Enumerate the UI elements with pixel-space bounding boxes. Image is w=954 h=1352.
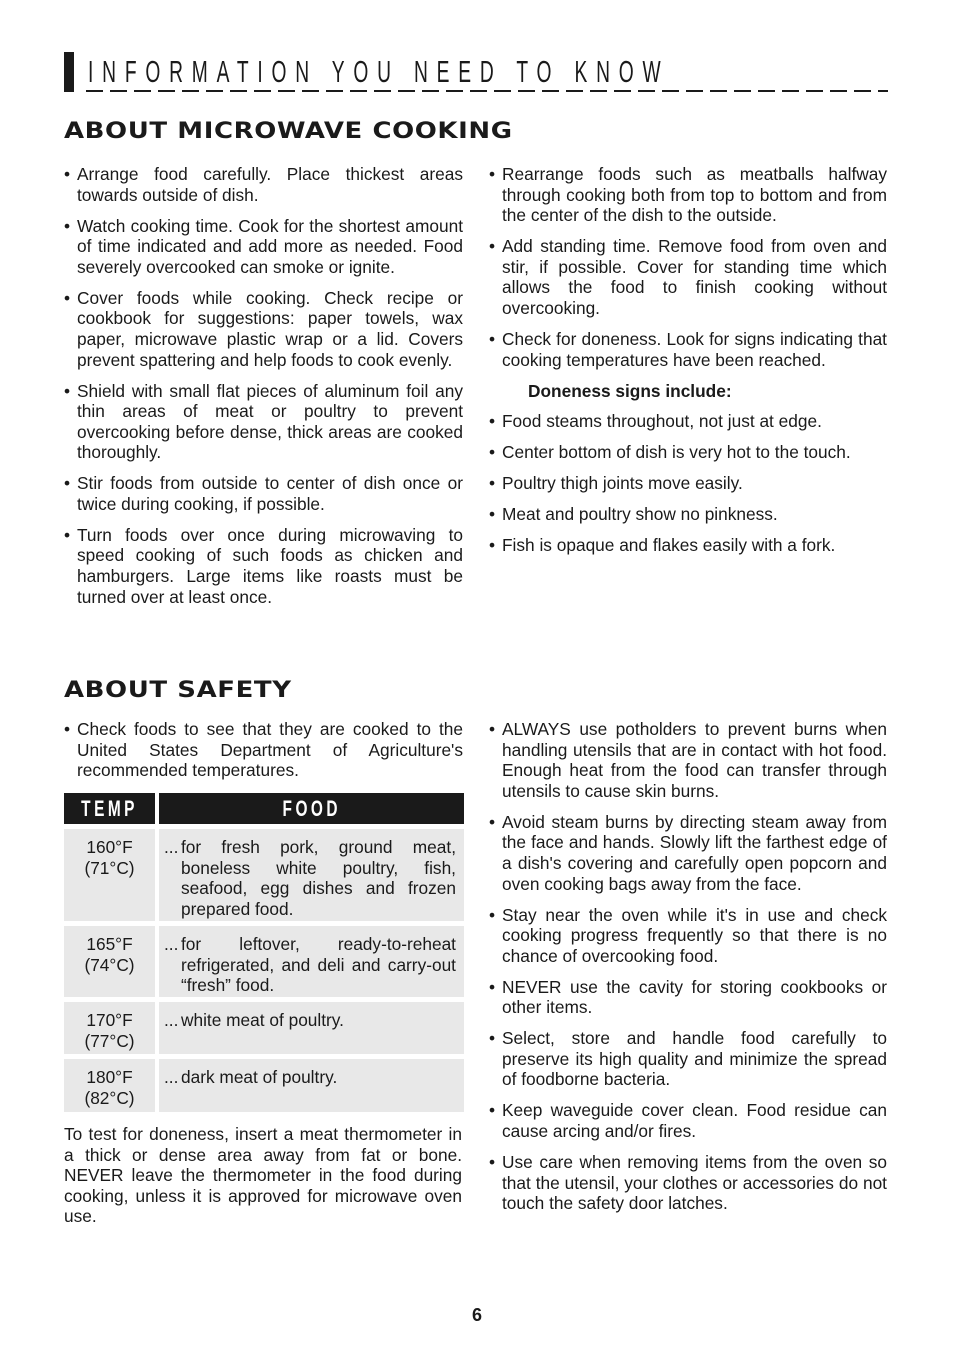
table-header <box>64 793 464 824</box>
temp-cell <box>64 829 155 921</box>
microwave-right-list <box>489 164 887 370</box>
list-item: • ALWAYS use potholders to prevent burns when handling utensils that are in contact with hot food. Enough heat from the food can transfer through utensils to cause skin burns. <box>489 719 887 801</box>
list-item: • Avoid steam burns by directing steam away from the face and hands. Slowly lift the farthest edge of a dish's covering and carefully open popcorn and oven cooking bags away from the face. <box>489 812 887 894</box>
temp-cell <box>64 926 155 997</box>
food-cell: ... dark meat of poultry. <box>159 1059 464 1112</box>
food-text: for leftover, ready-to-reheat refrigerated, and deli and carry-out “fresh” food. <box>181 934 456 996</box>
list-item: • NEVER use the cavity for storing cookbooks or other items. <box>489 977 887 1018</box>
page-header <box>64 52 888 94</box>
temp-celsius: (77°C) <box>84 1030 135 1051</box>
list-item: • Keep waveguide cover clean. Food residue can cause arcing and/or fires. <box>489 1100 887 1141</box>
temp-fahrenheit: 180°F <box>86 1067 133 1087</box>
doneness-list <box>489 411 887 556</box>
table-row <box>64 1059 464 1112</box>
list-item: • Shield with small flat pieces of aluminum foil any thin areas of meat or poultry to prevent overcooking before dense, thick areas are cooked thoroughly. <box>64 381 463 463</box>
list-item: • Center bottom of dish is very hot to the touch. <box>489 442 887 463</box>
food-text: white meat of poultry. <box>181 1010 344 1030</box>
header-bar <box>64 52 74 92</box>
safety-intro <box>64 719 463 791</box>
microwave-heading: ABOUT MICROWAVE COOKING <box>64 119 513 144</box>
list-item: • Rearrange foods such as meatballs halfway through cooking both from top to bottom and from the center of the dish to the outside. <box>489 164 887 226</box>
list-item: • Poultry thigh joints move easily. <box>489 473 887 494</box>
microwave-left-list <box>64 164 463 607</box>
page-number: 6 <box>471 1305 482 1325</box>
temp-cell <box>64 1002 155 1054</box>
temp-fahrenheit: 170°F <box>86 1010 133 1030</box>
food-cell: ... for fresh pork, ground meat, boneless white poultry, fish, seafood, egg dishes and frozen prepared food. <box>159 829 464 921</box>
header-dashed-rule <box>86 90 888 92</box>
list-item: • Turn foods over once during microwaving to speed cooking of such foods as chicken and hamburgers. Large items like roasts must be turned over at least once. <box>64 525 463 607</box>
temp-celsius: (82°C) <box>84 1087 135 1108</box>
safety-right-column <box>489 719 887 1224</box>
temp-fahrenheit: 165°F <box>86 934 133 954</box>
food-text: dark meat of poultry. <box>181 1067 338 1087</box>
list-item: • Food steams throughout, not just at edge. <box>489 411 887 432</box>
temperature-table <box>64 793 464 1112</box>
list-item: • Watch cooking time. Cook for the shortest amount of time indicated and add more as needed. Food severely overcooked can smoke or ignite. <box>64 216 463 278</box>
list-item: • Arrange food carefully. Place thickest areas towards outside of dish. <box>64 164 463 205</box>
list-item: • Select, store and handle food carefully to preserve its high quality and minimize the spread of foodborne bacteria. <box>489 1028 887 1090</box>
thermometer-note: To test for doneness, insert a meat thermometer in a thick or dense area away from fat or bone. NEVER leave the thermometer in the food during cooking, unless it is approved for microwave oven use. <box>64 1124 462 1227</box>
column-header-food: FOOD <box>159 793 464 824</box>
temp-cell <box>64 1059 155 1112</box>
safety-right-list <box>489 719 887 1214</box>
safety-intro-list <box>64 719 463 781</box>
food-text: for fresh pork, ground meat, boneless white poultry, fish, seafood, egg dishes and frozen prepared food. <box>181 837 456 919</box>
food-cell: ... white meat of poultry. <box>159 1002 464 1054</box>
list-item: • Fish is opaque and flakes easily with a fork. <box>489 535 887 556</box>
list-item: • Check foods to see that they are cooked to the United States Department of Agriculture's recommended temperatures. <box>64 719 463 781</box>
temp-fahrenheit: 160°F <box>86 837 133 857</box>
table-row <box>64 926 464 997</box>
doneness-heading: Doneness signs include: <box>528 380 732 401</box>
column-header-temp: TEMP <box>64 793 155 824</box>
food-cell: ... for leftover, ready-to-reheat refrigerated, and deli and carry-out “fresh” food. <box>159 926 464 997</box>
list-item: • Stir foods from outside to center of dish once or twice during cooking, if possible. <box>64 473 463 514</box>
table-row <box>64 829 464 921</box>
header-title: INFORMATION YOU NEED TO KNOW <box>88 54 670 89</box>
list-item: • Check for doneness. Look for signs indicating that cooking temperatures have been reached. <box>489 329 887 370</box>
list-item: • Use care when removing items from the oven so that the utensil, your clothes or accessories do not touch the safety door latches. <box>489 1152 887 1214</box>
list-item: • Stay near the oven while it's in use and check cooking progress frequently so that there is no chance of overcooking food. <box>489 905 887 967</box>
list-item: • Cover foods while cooking. Check recipe or cookbook for suggestions: paper towels, wax paper, microwave plastic wrap or a lid. Covers prevent spattering and help foods to cook evenly. <box>64 288 463 370</box>
list-item: • Meat and poultry show no pinkness. <box>489 504 887 525</box>
table-row <box>64 1002 464 1054</box>
microwave-right-column <box>489 164 887 566</box>
temp-celsius: (74°C) <box>84 954 135 975</box>
temp-celsius: (71°C) <box>84 857 135 878</box>
microwave-left-column <box>64 164 463 618</box>
safety-heading: ABOUT SAFETY <box>64 678 292 703</box>
list-item: • Add standing time. Remove food from oven and stir, if possible. Cover for standing time which allows the food to finish cooking without overcooking. <box>489 236 887 318</box>
